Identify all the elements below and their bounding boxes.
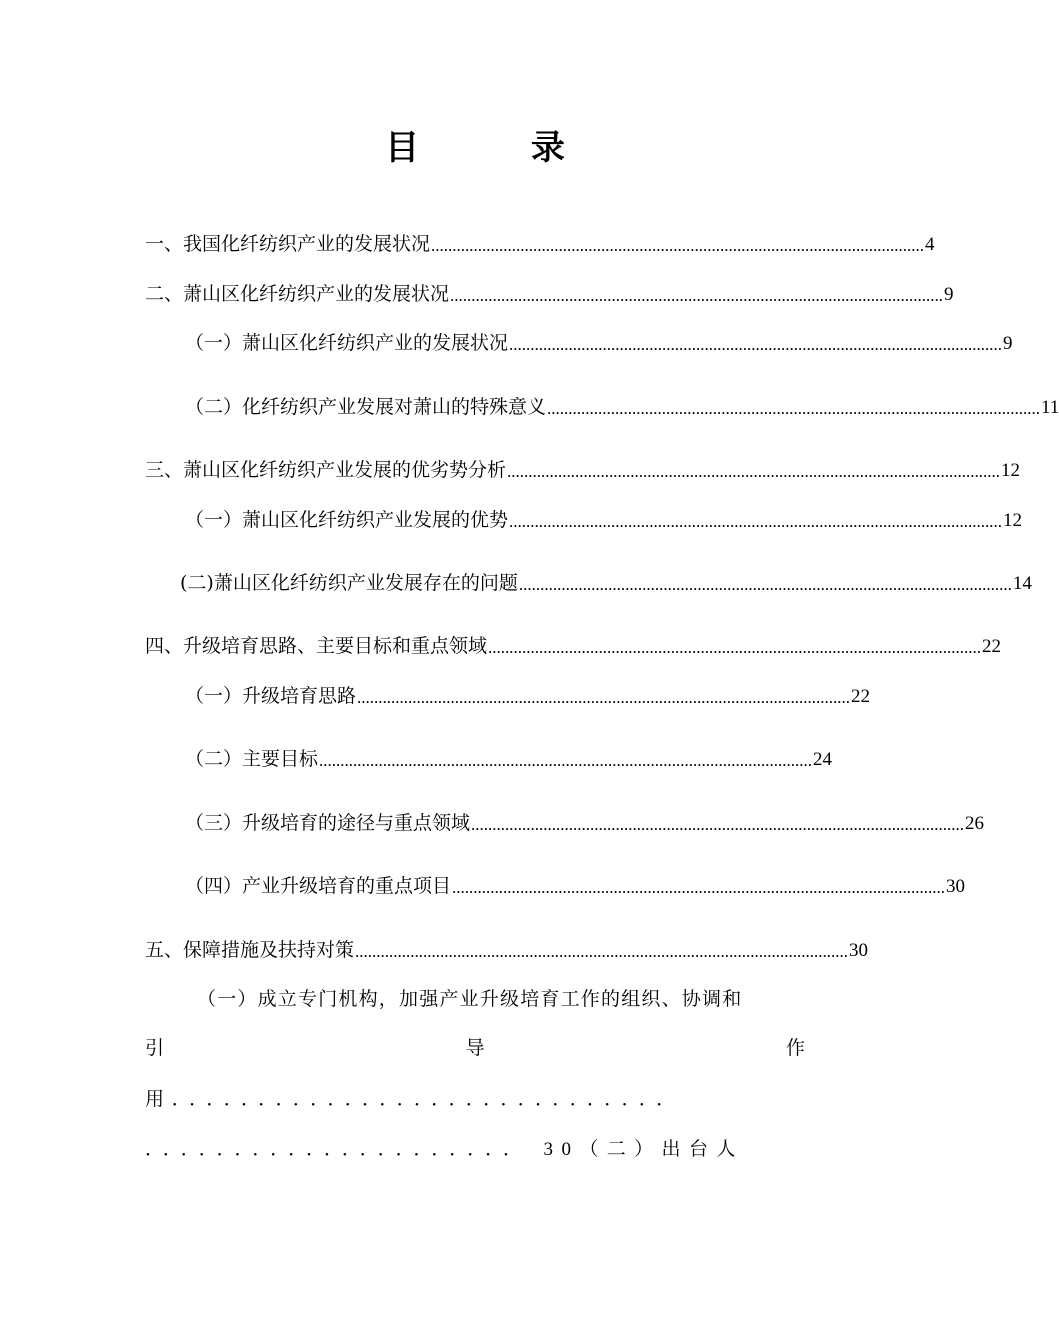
toc-entry-text: 五、保障措施及扶持对策	[145, 939, 355, 961]
toc-leader-dots: ....................................................................................................................	[547, 399, 1041, 418]
toc-entry[interactable]	[145, 868, 966, 898]
toc-entry-text: （一）萧山区化纤纺织产业的发展状况	[185, 332, 509, 354]
toc-page-number: 26	[965, 813, 985, 834]
toc-entry[interactable]	[145, 452, 1021, 482]
wrapped-char: 引	[145, 1037, 165, 1059]
toc-entry[interactable]	[145, 565, 1032, 595]
toc-entry-text: 二、萧山区化纤纺织产业的发展状况	[145, 283, 450, 305]
toc-entry-text: 四、升级培育思路、主要目标和重点领域	[145, 635, 488, 657]
toc-leader-dots: 用．．．．．．．．．．．．．．．．．．．．．．．．．．．．．	[145, 1089, 684, 1110]
toc-entry-text: (二)萧山区化纤纺织产业发展存在的问题	[180, 572, 518, 594]
toc-entry[interactable]	[145, 741, 833, 771]
toc-leader-dots: ....................................................................................................................	[509, 335, 1003, 354]
toc-leader-dots: ....................................................................................................................	[450, 286, 944, 305]
toc-leader-dots: ....................................................................................................................	[357, 688, 851, 707]
toc-entry[interactable]	[145, 325, 1013, 355]
toc-entry-text: （二）主要目标	[185, 748, 319, 770]
toc-entry-wrapped-line[interactable]: （一）成立专门机构，加强产业升级培育工作的组织、协调和	[197, 988, 743, 1010]
toc-leader-dots: ....................................................................................................................	[488, 638, 982, 657]
toc-entry[interactable]	[145, 502, 1023, 532]
toc-page-number: 9	[944, 284, 954, 305]
toc-entry[interactable]	[145, 932, 869, 962]
toc-leader-dots: ....................................................................................................................	[355, 942, 849, 961]
toc-entry[interactable]	[145, 226, 935, 256]
toc-entry-text: （四）产业升级培育的重点项目	[185, 875, 452, 897]
wrapped-char: 导	[465, 1037, 485, 1059]
page-title: 目 录	[385, 128, 615, 168]
toc-page-number: 22	[982, 636, 1002, 657]
toc-page-number: 12	[1001, 460, 1021, 481]
toc-entry-text: （三）升级培育的途径与重点领域	[185, 812, 471, 834]
toc-page-number: 11	[1041, 397, 1059, 418]
toc-leader-dots: ....................................................................................................................	[518, 575, 1012, 594]
toc-entry[interactable]	[145, 805, 985, 835]
toc-entry-text: （一）升级培育思路	[185, 685, 357, 707]
toc-entry[interactable]	[145, 628, 1002, 658]
toc-entry-wrapped-line	[145, 1033, 805, 1063]
toc-entry-text: （一）萧山区化纤纺织产业发展的优势	[185, 509, 509, 531]
toc-entry[interactable]	[145, 276, 954, 306]
toc-page-number: 24	[813, 749, 833, 770]
toc-entry[interactable]	[145, 678, 871, 708]
toc-page-number: 9	[1003, 333, 1013, 354]
toc-leader-dots: ....................................................................................................................	[509, 512, 1003, 531]
toc-page-number: 30	[849, 940, 869, 961]
toc-leader-dots: ....................................................................................................................	[507, 462, 1001, 481]
toc-entry-text: 三、萧山区化纤纺织产业发展的优劣势分析	[145, 459, 507, 481]
toc-leader-dots: ....................................................................................................................	[319, 751, 813, 770]
wrapped-char: 作	[785, 1037, 805, 1059]
toc-entry-text: 一、我国化纤纺织产业的发展状况	[145, 233, 431, 255]
toc-page-number: 4	[925, 234, 935, 255]
toc-entry-text: （二）化纤纺织产业发展对萧山的特殊意义	[185, 396, 547, 418]
toc-page-number: 14	[1012, 573, 1032, 594]
toc-leader-dots: ....................................................................................................................	[431, 236, 925, 255]
toc-page-number: 22	[851, 686, 871, 707]
toc-leader-dots: ....................................................................................................................	[452, 878, 946, 897]
toc-leader-dots: ．．．．．．．．．．．．．．．．．．．．． 30（二）出台人	[145, 1139, 744, 1160]
toc-page-number: 30	[946, 876, 966, 897]
toc-page-number: 12	[1003, 510, 1023, 531]
toc-entry[interactable]	[145, 389, 1059, 419]
toc-leader-dots: ....................................................................................................................	[471, 815, 965, 834]
